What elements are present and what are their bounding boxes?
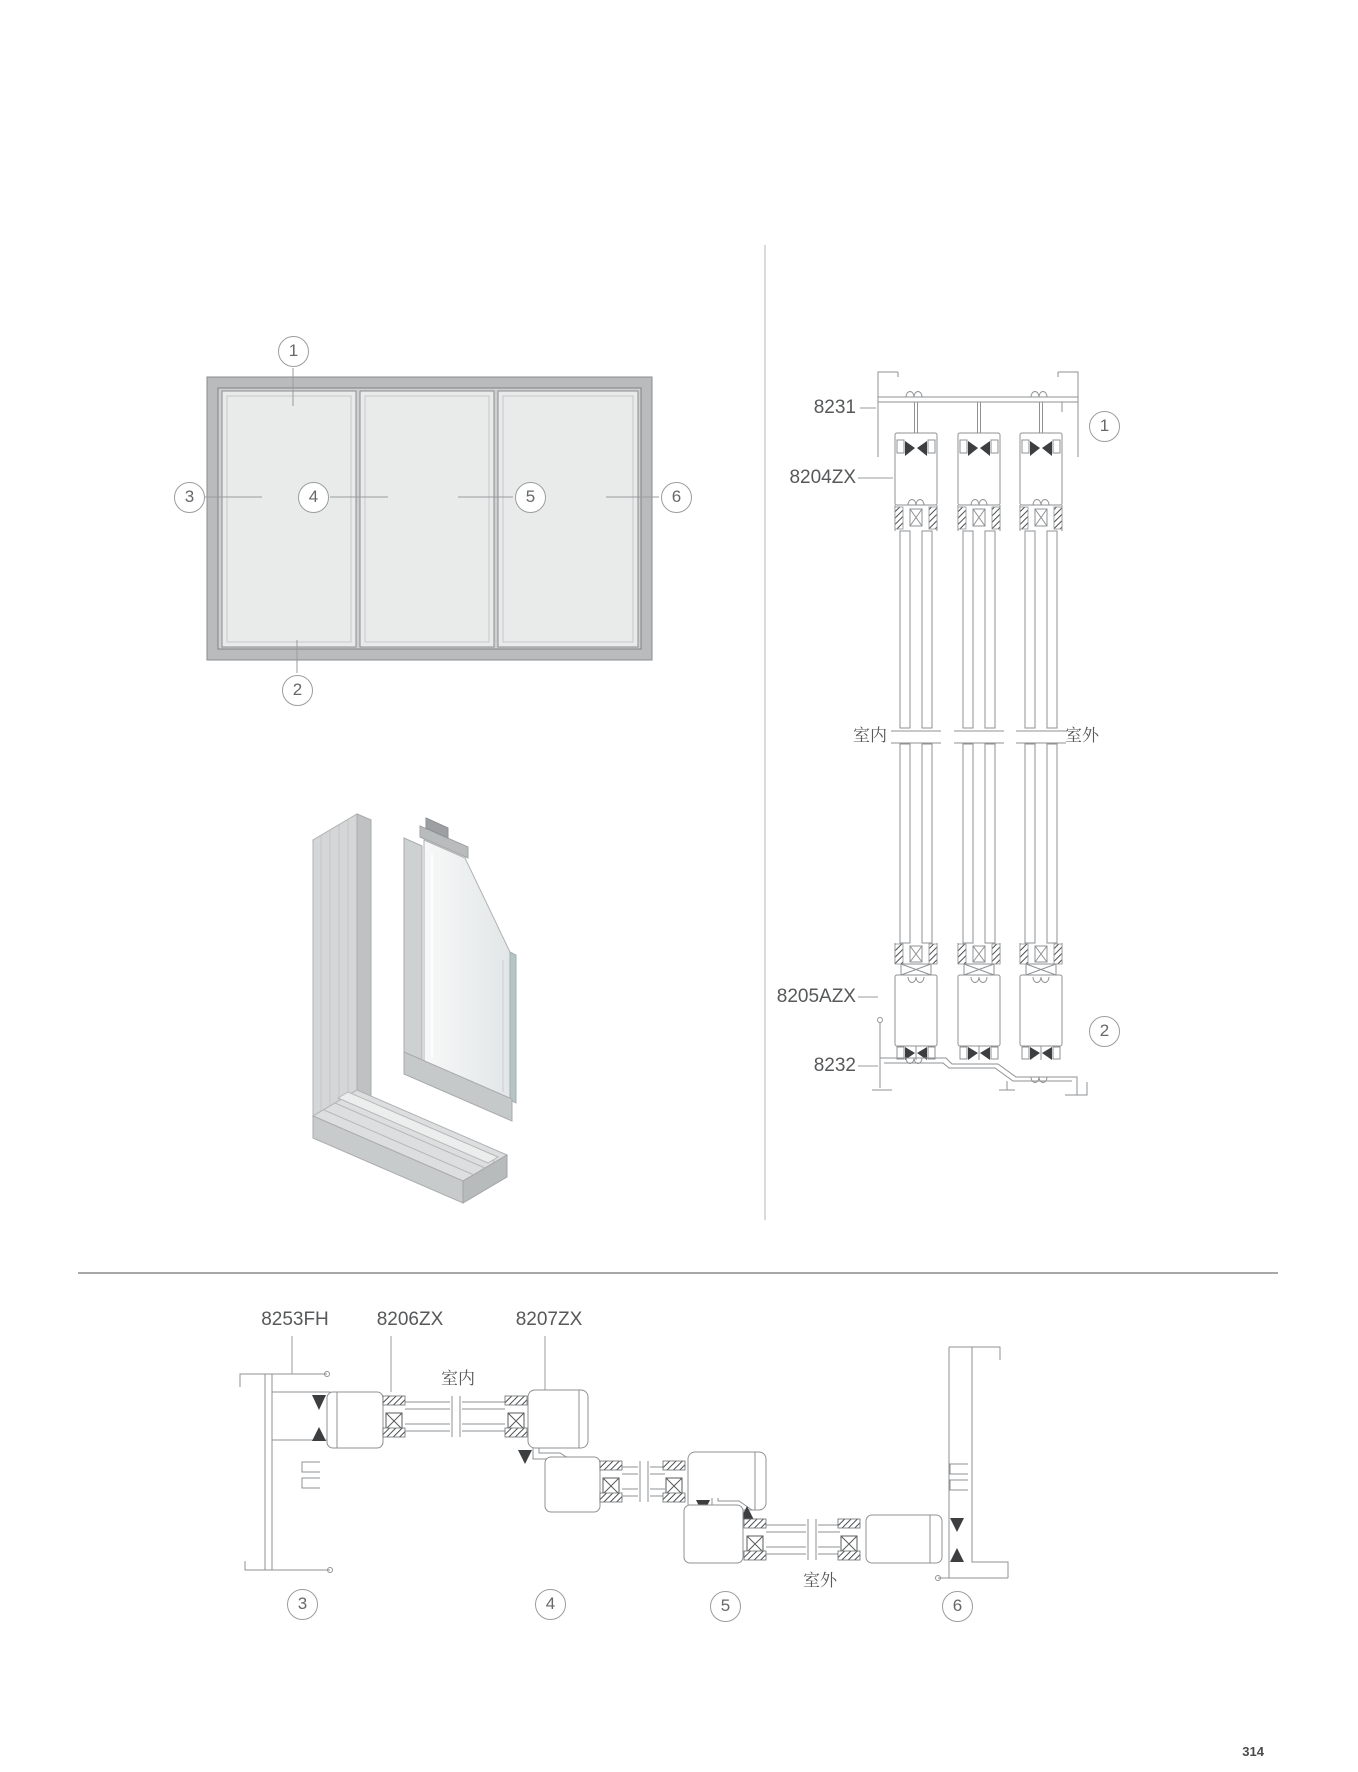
outdoor-label-vertical: 室外 [1065, 726, 1099, 745]
elevation-callout-4: 4 [298, 482, 329, 513]
elevation-callout-3: 3 [174, 482, 205, 513]
part-label-sill: 8232 [813, 1055, 856, 1076]
left-jamb-profile [240, 1372, 333, 1573]
hsection-callout-5: 5 [710, 1591, 741, 1622]
hsection-callout-6: 6 [942, 1591, 973, 1622]
part-label-sash-profile-a: 8206ZX [376, 1309, 444, 1330]
vsection-callout-2: 2 [1089, 1016, 1120, 1047]
vsection-callout-1: 1 [1089, 411, 1120, 442]
elevation-callout-5: 5 [515, 482, 546, 513]
glazing-row-3 [684, 1505, 942, 1563]
part-label-top-track: 8231 [813, 397, 856, 418]
window-elevation-drawing [205, 368, 659, 673]
outdoor-label-horizontal: 室外 [803, 1571, 837, 1590]
hsection-callout-4: 4 [535, 1589, 566, 1620]
hs-label-leader-lines [292, 1336, 545, 1392]
glazing-row-2 [545, 1452, 766, 1512]
hsection-callout-3: 3 [287, 1589, 318, 1620]
right-jamb-profile [936, 1347, 1009, 1581]
glazing-row-1 [327, 1390, 588, 1448]
part-label-side-frame: 8253FH [261, 1309, 329, 1330]
profile-3d-render [313, 814, 516, 1203]
horizontal-section-drawing [240, 1336, 1008, 1581]
elevation-callout-6: 6 [661, 482, 692, 513]
elevation-glass-panels [222, 391, 638, 647]
indoor-label-horizontal: 室内 [441, 1369, 475, 1388]
part-label-sash-profile-b: 8207ZX [515, 1309, 583, 1330]
part-label-sash-bottom: 8205AZX [776, 986, 856, 1007]
indoor-label-vertical: 室内 [853, 726, 887, 745]
part-label-sash-top: 8204ZX [789, 467, 856, 488]
elevation-callout-1: 1 [278, 336, 309, 367]
sash-section-2 [954, 402, 1004, 1060]
glass-pane [424, 840, 510, 1100]
elevation-callout-2: 2 [282, 675, 313, 706]
page-number: 314 [1242, 1744, 1264, 1759]
